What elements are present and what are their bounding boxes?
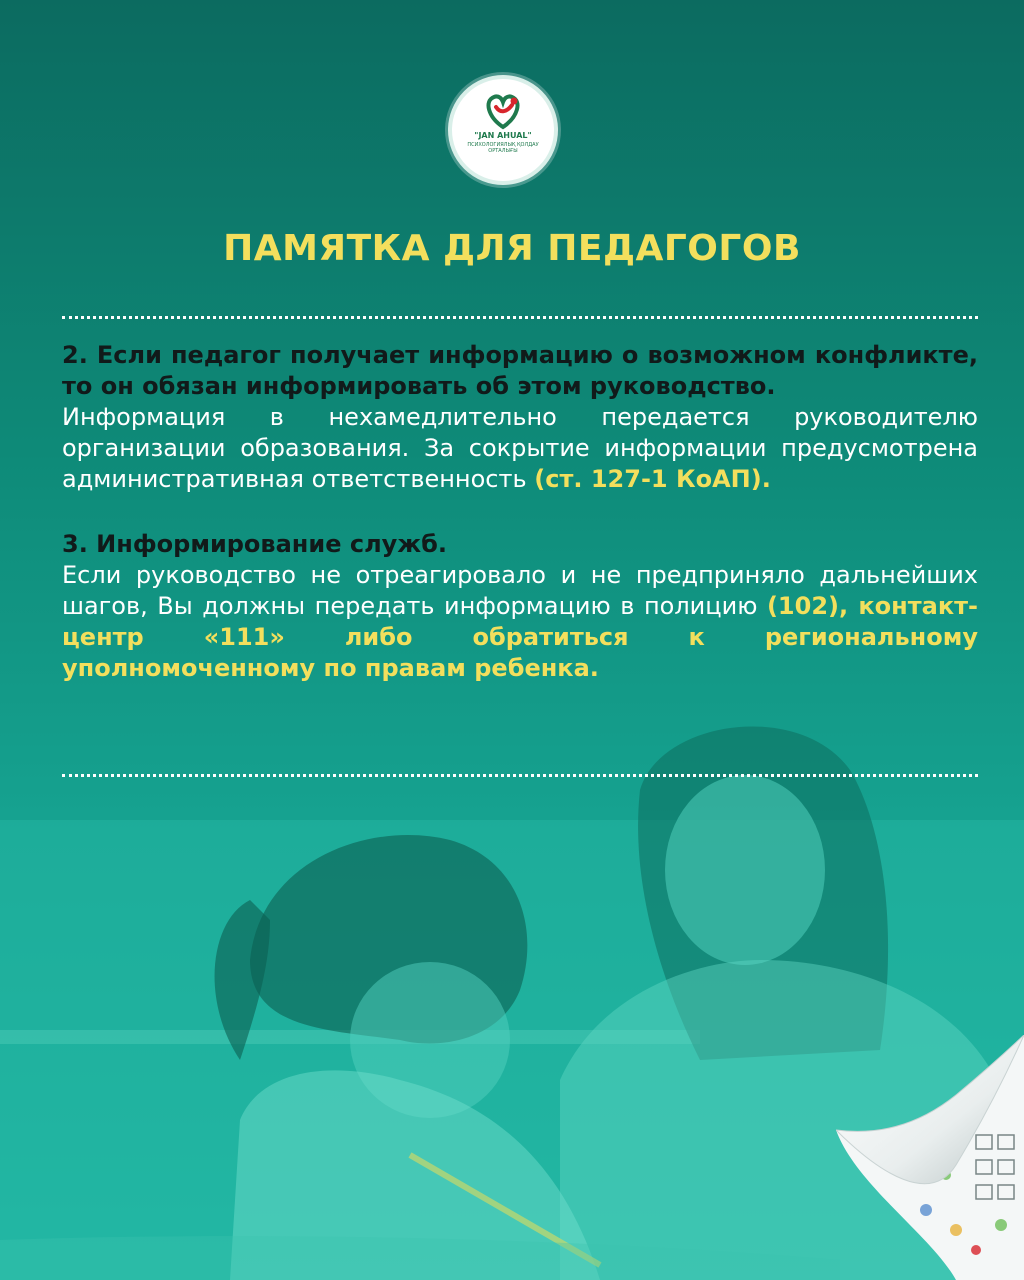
organization-logo (448, 75, 558, 185)
top-divider (62, 316, 978, 319)
content-block (62, 340, 978, 684)
section-3-heading: 3. Информирование служб. (62, 530, 448, 558)
section-2-highlight: (ст. 127-1 КоАП). (534, 465, 771, 493)
bottom-divider (62, 774, 978, 777)
section-3-highlight: (102), контакт-центр «111» либо обратиться к региональному уполномоченному по правам ребенка. (62, 592, 978, 682)
section-2-heading: 2. Если педагог получает информацию о возможном конфликте, то он обязан информировать об этом руководство. (62, 341, 978, 400)
section-3-body: Если руководство не отреагировало и не предприняло дальнейших шагов, Вы должны передать информацию в полицию (62, 561, 978, 620)
page-title: ПАМЯТКА ДЛЯ ПЕДАГОГОВ (223, 228, 801, 269)
logo-name: "JAN AHUAL" (474, 131, 532, 140)
heart-logo-icon (452, 79, 554, 181)
section-3-paragraph (62, 560, 978, 684)
section-2-body: Информация в нехамедлительно передается руководителю организации образования. За сокрытие информации предусмотрена административная ответственность (62, 403, 978, 493)
page-curl-icon (836, 1035, 1024, 1280)
section-2-paragraph (62, 402, 978, 495)
logo-subtitle: ПСИХОЛОГИЯЛЫҚ ҚОЛДАУ ОРТАЛЫҒЫ (467, 142, 539, 154)
